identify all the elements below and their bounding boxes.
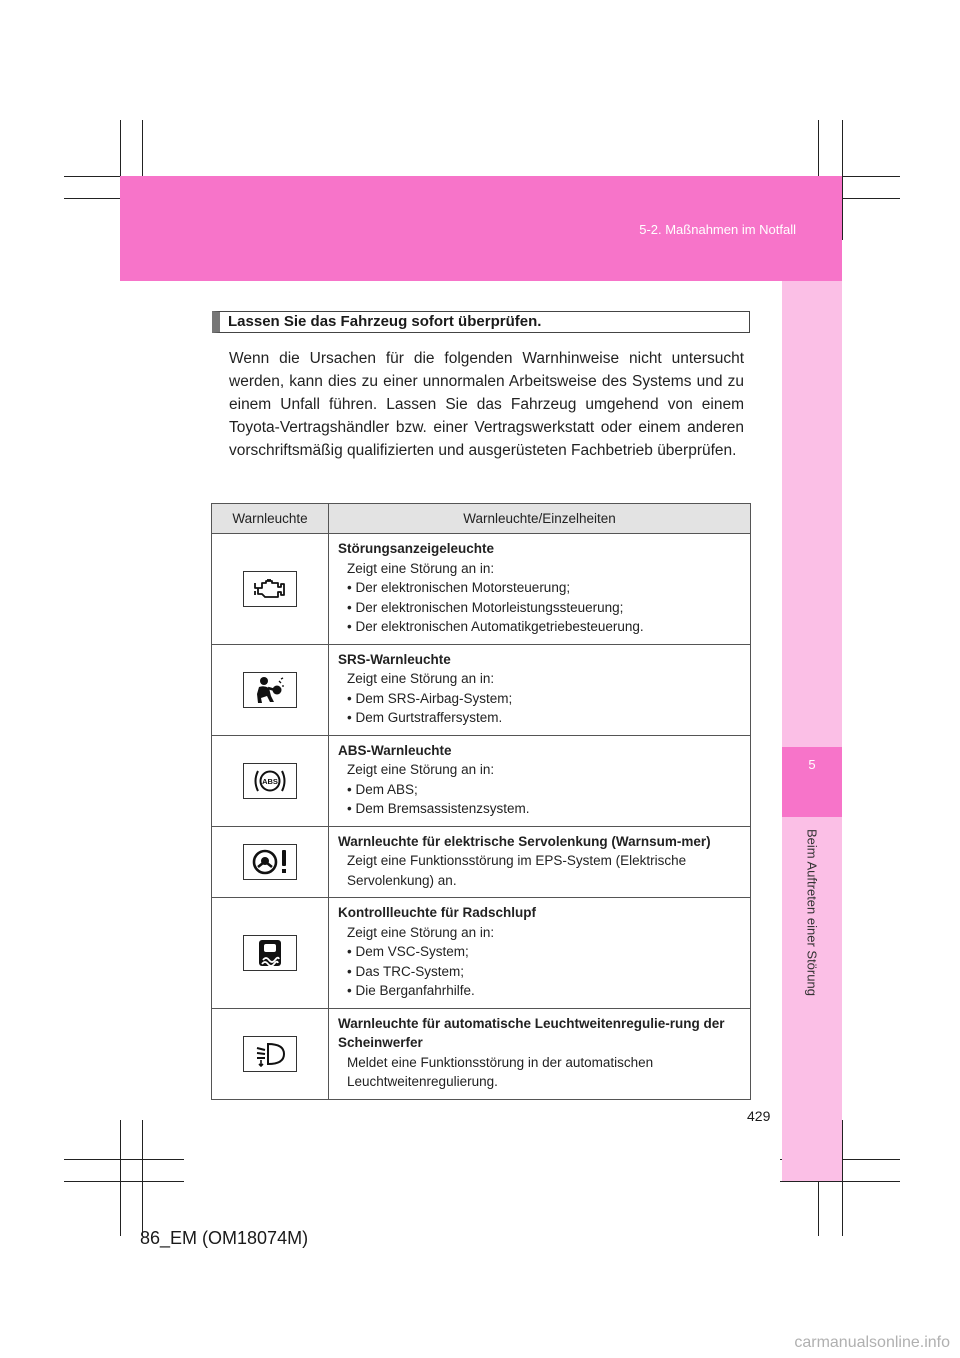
table-row [212,1008,751,1099]
table-header-row [212,504,751,534]
document-code: 86_EM (OM18074M) [140,1228,309,1248]
engine-icon [243,571,297,607]
row-line: • Dem Gurtstraffersystem. [347,710,503,725]
chapter-label [798,829,826,1069]
slip-indicator-icon [243,935,297,971]
row-line: Meldet eine Funktionsstörung in der automatischen Leuchtweitenregulierung. [347,1054,654,1089]
row-line: • Dem Bremsassistenzsystem. [347,801,530,816]
details-cell [329,735,751,826]
row-line: Zeigt eine Funktionsstörung im EPS-System (Elektrische Servolenkung) an. [347,853,687,888]
abs-icon-text: ABS [262,776,278,786]
headlight-leveling-icon [243,1036,297,1072]
row-line: • Das TRC-System; [347,963,464,979]
chapter-label-text: Beim Auftreten einer Störung [804,829,820,996]
table-row [212,534,751,645]
row-title: SRS-Warnleuchte [338,651,451,667]
row-line: Zeigt eine Störung an in: [347,560,495,576]
chapter-number: 5 [808,757,816,772]
row-line: • Der elektronischen Motorleistungssteuerung; [347,599,624,615]
icon-cell [212,534,329,645]
row-line: • Dem VSC-System; [347,944,469,959]
row-line: • Der elektronischen Motorsteuerung; [347,580,571,595]
row-line: • Die Berganfahrhilfe. [347,983,475,998]
steering-wheel-warning-icon [243,844,297,880]
table-row [212,735,751,826]
icon-cell [212,644,329,735]
crop-mark [120,1120,121,1236]
airbag-icon [243,672,297,708]
page-number: 429 [747,1108,771,1124]
table-row [212,826,751,898]
crop-mark [780,1181,900,1182]
row-title: Warnleuchte für elektrische Servolenkung (Warnsum-mer) [338,833,711,849]
section-title: 5-2. Maßnahmen im Notfall [639,222,796,237]
table-row [212,898,751,1009]
watermark: carmanualsonline.info [794,1334,950,1351]
row-line: Zeigt eine Störung an in: [347,762,495,777]
header-band [120,176,842,281]
row-title: Störungsanzeigeleuchte [338,541,495,556]
column-header-details: Warnleuchte/Einzelheiten [329,504,751,534]
crop-mark [64,1159,184,1160]
row-line: • Dem SRS-Airbag-System; [347,690,513,706]
crop-mark [842,1120,843,1236]
abs-icon [243,763,297,799]
icon-cell [212,826,329,898]
chapter-side-tab [782,281,842,1181]
icon-cell [212,735,329,826]
crop-mark [64,1181,184,1182]
row-line: • Dem ABS; [347,781,418,797]
details-cell [329,826,751,898]
details-cell [329,898,751,1009]
row-title: Warnleuchte für automatische Leuchtweitenregulie-rung der Scheinwerfer [338,1015,725,1050]
details-cell [329,644,751,735]
crop-mark [842,120,843,240]
warning-light-table [211,503,751,1100]
section-heading: Lassen Sie das Fahrzeug sofort überprüfen. [212,311,750,333]
details-cell [329,534,751,645]
row-line: • Der elektronischen Automatikgetriebesteuerung. [347,619,644,634]
table-row [212,644,751,735]
crop-mark [142,1120,143,1236]
row-line: Zeigt eine Störung an in: [347,924,495,940]
chapter-number-box [782,747,842,817]
row-title: Kontrollleuchte für Radschlupf [338,905,537,920]
icon-cell [212,1008,329,1099]
row-title: ABS-Warnleuchte [338,742,452,758]
icon-cell [212,898,329,1009]
column-header-warning-light: Warnleuchte [212,504,329,534]
details-cell [329,1008,751,1099]
intro-paragraph: Wenn die Ursachen für die folgenden Warnhinweise nicht untersucht werden, kann dies zu einer unnormalen Arbeitsweise des Systems und zu einem Unfall führen. Lassen Sie das Fahrzeug umgehend von einem Toyota-Vertragshändler bzw. einer Vertragswerkstatt oder einem anderen vorschriftsmäßig qualifizierten und ausgerüsteten Fachbetrieb überprüfen. [229,350,744,459]
row-line: Zeigt eine Störung an in: [347,671,495,686]
